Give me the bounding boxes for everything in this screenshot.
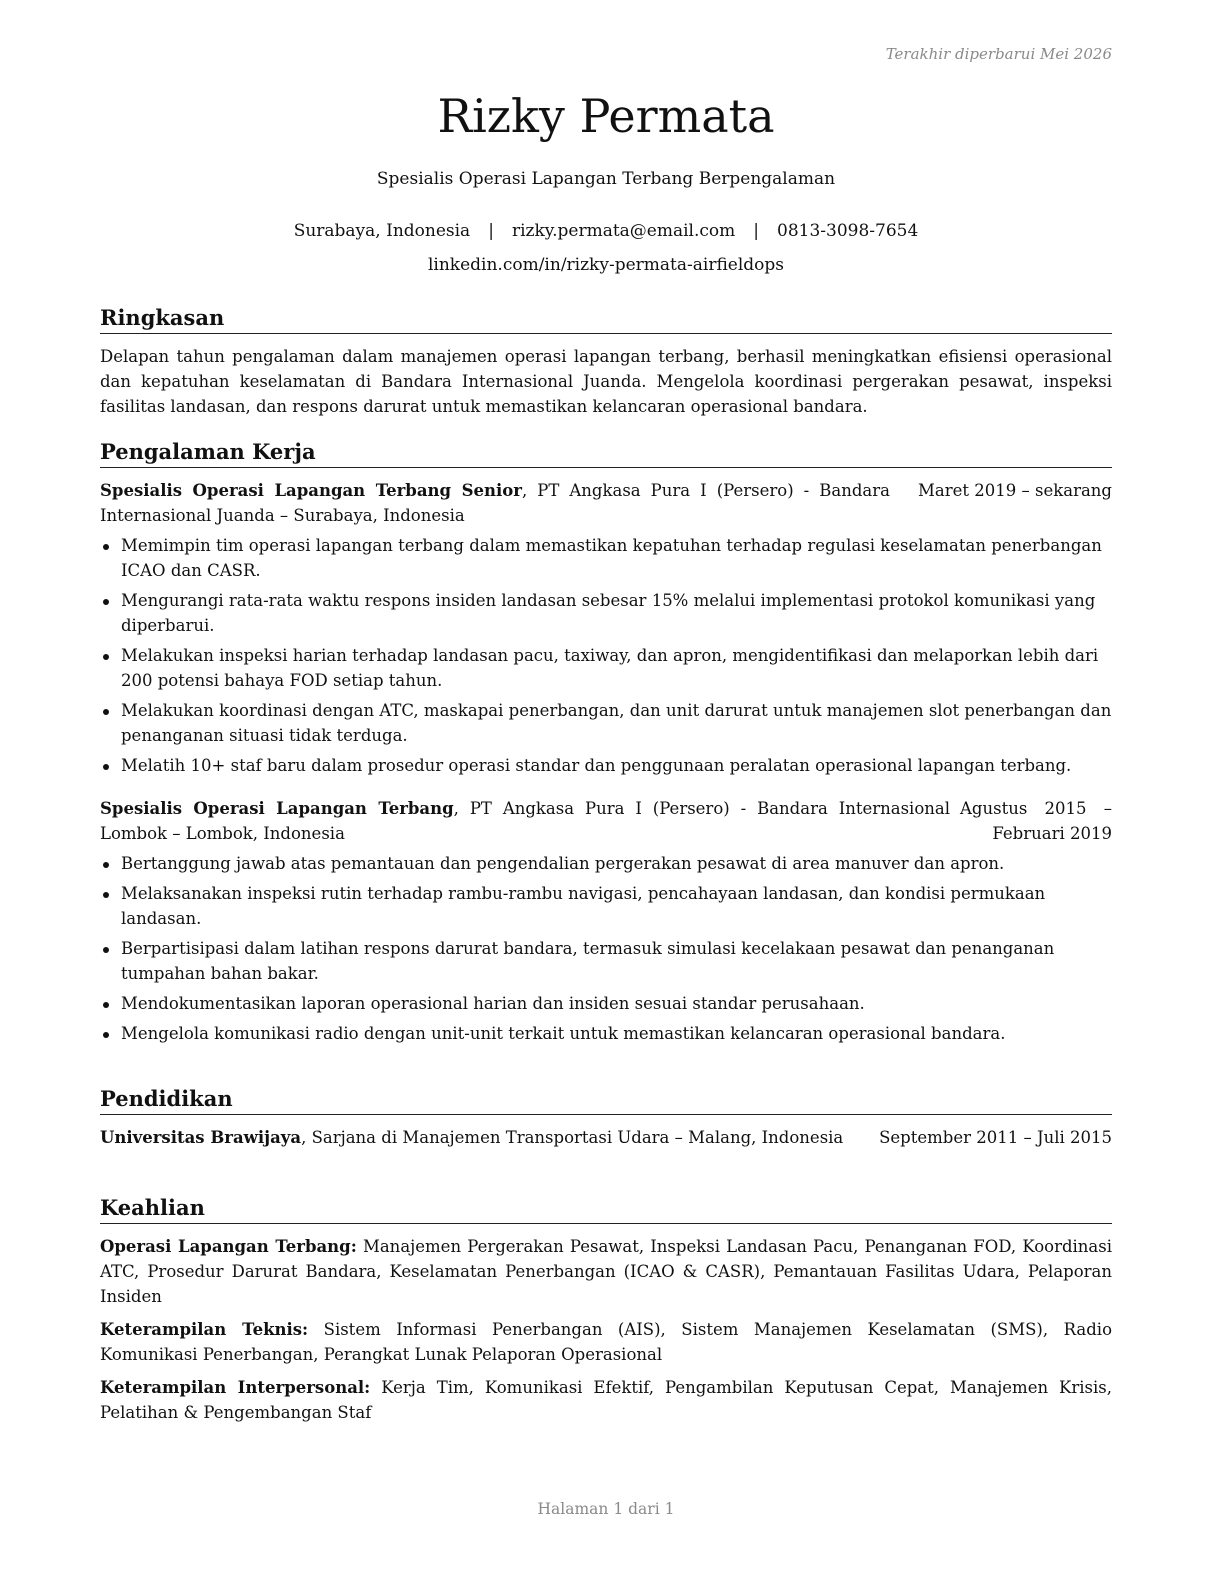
bullet-icon xyxy=(103,892,109,898)
bullet-text: Mendokumentasikan laporan operasional harian dan insiden sesuai standar perusahaan. xyxy=(121,994,865,1013)
skill-group-label: Operasi Lapangan Terbang: xyxy=(100,1237,357,1256)
job-bullets xyxy=(100,533,1112,778)
skill-group xyxy=(100,1234,1112,1309)
job-organization: , PT Angkasa Pura I (Persero) - Bandara Internasional Juanda – Surabaya, Indonesia xyxy=(100,481,890,525)
list-item xyxy=(100,698,1112,748)
education-dates: September 2011 – Juli 2015 xyxy=(879,1128,1112,1147)
list-item xyxy=(100,991,1112,1016)
list-item xyxy=(100,881,1112,931)
job-role: Spesialis Operasi Lapangan Terbang Senior xyxy=(100,481,522,500)
list-item xyxy=(100,588,1112,638)
skill-group-items: Kerja Tim, Komunikasi Efektif, Pengambilan Keputusan Cepat, Manajemen Krisis, Pelatihan & Pengembangan Staf xyxy=(100,1378,1113,1422)
contact-email[interactable]: rizky.permata@email.com xyxy=(511,221,736,241)
list-item xyxy=(100,643,1112,693)
bullet-icon xyxy=(103,1032,109,1038)
bullet-text: Melaksanakan inspeksi rutin terhadap rambu-rambu navigasi, pencahayaan landasan, dan kondisi permukaan landasan. xyxy=(121,884,1046,928)
contact-linkedin[interactable]: linkedin.com/in/rizky-permata-airfieldops xyxy=(427,255,785,275)
contact-phone: 0813-3098-7654 xyxy=(777,221,919,241)
job-dates: Maret 2019 – sekarang xyxy=(918,481,1112,500)
bullet-text: Melakukan inspeksi harian terhadap landasan pacu, taxiway, dan apron, mengidentifikasi dan melaporkan lebih dari 200 potensi bahaya FOD setiap tahun. xyxy=(121,646,1099,690)
contact-line xyxy=(100,219,1112,243)
bullet-icon xyxy=(103,947,109,953)
bullet-icon xyxy=(103,544,109,550)
education-section xyxy=(100,1085,1112,1150)
job-title-line xyxy=(100,478,890,528)
skill-group xyxy=(100,1375,1112,1425)
bullet-text: Melatih 10+ staf baru dalam prosedur operasi standar dan penggunaan peralatan operasional lapangan terbang. xyxy=(121,756,1072,775)
job-header xyxy=(100,796,1112,846)
experience-section xyxy=(100,438,1112,1051)
resume-page xyxy=(100,0,1112,1584)
job-entry xyxy=(100,478,1112,778)
section-title: Pendidikan xyxy=(100,1085,1112,1115)
education-title-line xyxy=(100,1125,870,1150)
skill-group-label: Keterampilan Interpersonal: xyxy=(100,1378,371,1397)
last-updated-note: Terakhir diperbarui Mei 2026 xyxy=(885,45,1112,63)
bullet-icon xyxy=(103,599,109,605)
list-item xyxy=(100,851,1112,876)
section-title: Pengalaman Kerja xyxy=(100,438,1112,468)
skill-group-items: Sistem Informasi Penerbangan (AIS), Sistem Manajemen Keselamatan (SMS), Radio Komunikasi Penerbangan, Perangkat Lunak Pelaporan Operasional xyxy=(100,1320,1113,1364)
job-organization: , PT Angkasa Pura I (Persero) - Bandara Internasional Lombok – Lombok, Indonesia xyxy=(100,799,951,843)
list-item xyxy=(100,533,1112,583)
list-item xyxy=(100,936,1112,986)
job-bullets xyxy=(100,851,1112,1046)
section-title: Ringkasan xyxy=(100,304,1112,334)
bullet-text: Berpartisipasi dalam latihan respons darurat bandara, termasuk simulasi kecelakaan pesawat dan penanganan tumpahan bahan bakar. xyxy=(121,939,1055,983)
education-entry xyxy=(100,1125,1112,1150)
job-header xyxy=(100,478,1112,528)
page-number: Halaman 1 dari 1 xyxy=(537,1500,675,1518)
bullet-icon xyxy=(103,764,109,770)
bullet-icon xyxy=(103,862,109,868)
bullet-text: Mengelola komunikasi radio dengan unit-unit terkait untuk memastikan kelancaran operasional bandara. xyxy=(121,1024,1006,1043)
contact-location: Surabaya, Indonesia xyxy=(293,221,471,241)
skill-group-items: Manajemen Pergerakan Pesawat, Inspeksi Landasan Pacu, Penanganan FOD, Koordinasi ATC, Prosedur Darurat Bandara, Keselamatan Penerbangan (ICAO & CASR), Pemantauan Fasilitas Udara, Pelaporan Insiden xyxy=(100,1237,1113,1306)
candidate-headline: Spesialis Operasi Lapangan Terbang Berpengalaman xyxy=(376,169,836,189)
job-entry xyxy=(100,796,1112,1046)
skill-group xyxy=(100,1317,1112,1367)
job-role: Spesialis Operasi Lapangan Terbang xyxy=(100,799,454,818)
job-dates: Agustus 2015 – Februari 2019 xyxy=(960,799,1112,843)
summary-section xyxy=(100,304,1112,419)
education-detail: , Sarjana di Manajemen Transportasi Udara – Malang, Indonesia xyxy=(301,1128,844,1147)
contact-separator: | xyxy=(753,221,760,241)
bullet-text: Melakukan koordinasi dengan ATC, maskapai penerbangan, dan unit darurat untuk manajemen slot penerbangan dan penanganan situasi tidak terduga. xyxy=(121,701,1112,745)
summary-text: Delapan tahun pengalaman dalam manajemen operasi lapangan terbang, berhasil meningkatkan efisiensi operasional dan kepatuhan keselamatan di Bandara Internasional Juanda. Mengelola koordinasi pergerakan pesawat, inspeksi fasilitas landasan, dan respons darurat untuk memastikan kelancaran operasional bandara. xyxy=(100,347,1112,416)
section-title: Keahlian xyxy=(100,1194,1112,1224)
bullet-text: Memimpin tim operasi lapangan terbang dalam memastikan kepatuhan terhadap regulasi keselamatan penerbangan ICAO dan CASR. xyxy=(121,536,1102,580)
bullet-icon xyxy=(103,1002,109,1008)
skills-section xyxy=(100,1194,1112,1433)
candidate-name: Rizky Permata xyxy=(437,89,775,143)
contact-separator: | xyxy=(488,221,494,241)
list-item xyxy=(100,753,1112,778)
bullet-text: Bertanggung jawab atas pemantauan dan pengendalian pergerakan pesawat di area manuver dan apron. xyxy=(121,854,1005,873)
skill-group-label: Keterampilan Teknis: xyxy=(100,1320,309,1339)
list-item xyxy=(100,1021,1112,1046)
education-school: Universitas Brawijaya xyxy=(100,1128,302,1147)
bullet-text: Mengurangi rata-rata waktu respons insiden landasan sebesar 15% melalui implementasi protokol komunikasi yang diperbarui. xyxy=(121,591,1096,635)
job-title-line xyxy=(100,796,950,846)
bullet-icon xyxy=(103,654,109,660)
bullet-icon xyxy=(103,709,109,715)
